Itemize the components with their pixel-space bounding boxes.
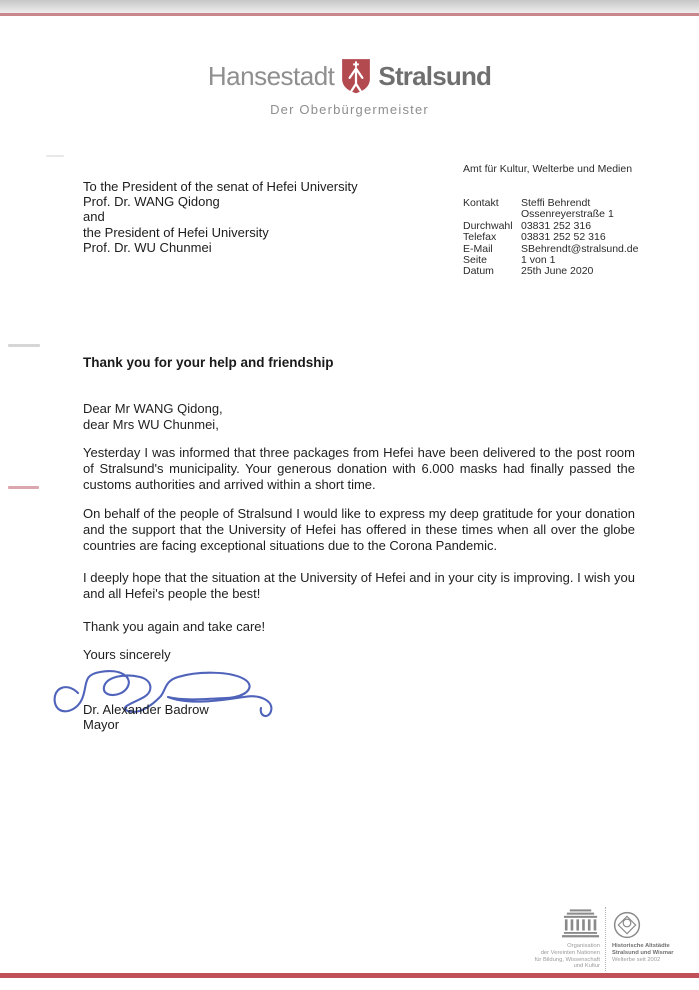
salutation-line: dear Mrs WU Chunmei, <box>83 416 219 432</box>
recipient-line: Prof. Dr. WANG Qidong <box>83 194 220 210</box>
body-paragraph: Yesterday I was informed that three packages from Hefei have been delivered to the post room of Stralsund's municipality. Your generous donation with 6.000 masks had finally passed the customs authorities and arrived within a short time. <box>83 445 635 492</box>
contact-label: Datum <box>463 265 494 278</box>
salutation-line: Dear Mr WANG Qidong, <box>83 401 223 416</box>
contact-label: Telefax <box>463 231 497 244</box>
bottom-red-rule <box>0 973 699 978</box>
body-paragraph: Thank you again and take care! <box>83 619 266 634</box>
recipient-line: the President of Hefei University <box>83 224 269 240</box>
fold-mark <box>8 486 39 489</box>
signer-title: Mayor <box>83 716 120 732</box>
contact-label: Durchwahl <box>463 219 513 232</box>
signer-block <box>83 703 209 732</box>
contact-row <box>463 266 678 277</box>
recipient-block <box>83 179 358 255</box>
office-subtitle: Der Oberbürgermeister <box>270 102 429 117</box>
body-paragraph: I deeply hope that the situation at the University of Hefei and in your city is improving. I wish you and all Hefei's people the best! <box>83 570 635 601</box>
fold-mark <box>46 155 64 157</box>
logo-text-stralsund: Stralsund <box>378 60 492 91</box>
signer-name: Dr. Alexander Badrow <box>83 702 209 717</box>
top-red-rule <box>0 13 699 16</box>
contact-value: 25th June 2020 <box>521 265 594 278</box>
closing-line: Yours sincerely <box>83 647 171 662</box>
city-logo <box>0 54 699 98</box>
contact-label: E-Mail <box>463 242 493 255</box>
contact-value: 1 von 1 <box>521 254 556 267</box>
contact-value: SBehrendt@stralsund.de <box>521 242 639 255</box>
logo-text-hansestadt: Hansestadt <box>207 60 335 91</box>
contact-value: 03831 252 52 316 <box>521 231 606 244</box>
footer-divider <box>605 907 606 971</box>
fold-mark <box>8 344 40 347</box>
recipient-line: Prof. Dr. WU Chunmei <box>83 239 212 255</box>
body-paragraph: On behalf of the people of Stralsund I would like to express my deep gratitude for your donation and the support that the University of Hefei has offered in these times when all over the globe countries are facing exceptional situations due to the Corona Pandemic. <box>83 506 635 553</box>
recipient-line: To the President of the senat of Hefei University <box>83 179 358 194</box>
contact-row <box>463 232 678 243</box>
contact-label: Kontakt <box>463 197 499 209</box>
contact-value: Ossenreyerstraße 1 <box>521 208 614 221</box>
subject-line: Thank you for your help and friendship <box>83 355 334 370</box>
contact-value: Steffi Behrendt <box>521 197 591 209</box>
scan-edge-band <box>0 0 699 13</box>
stralsund-crest-icon <box>341 56 371 96</box>
contact-table <box>463 198 678 278</box>
salutation-block <box>83 401 223 433</box>
recipient-line: and <box>83 209 105 225</box>
unesco-caption: Organisation der Vereinten Nationen für Bildung, Wissenschaft und Kultur <box>534 943 600 970</box>
contact-row <box>463 244 678 255</box>
contact-label: Seite <box>463 254 487 267</box>
contact-value: 03831 252 316 <box>521 219 592 232</box>
heritage-caption: Historische Altstädte Stralsund und Wismar Welterbe seit 2002 <box>612 943 674 963</box>
sender-info-block <box>463 163 678 278</box>
department-line: Amt für Kultur, Welterbe und Medien <box>463 163 633 175</box>
